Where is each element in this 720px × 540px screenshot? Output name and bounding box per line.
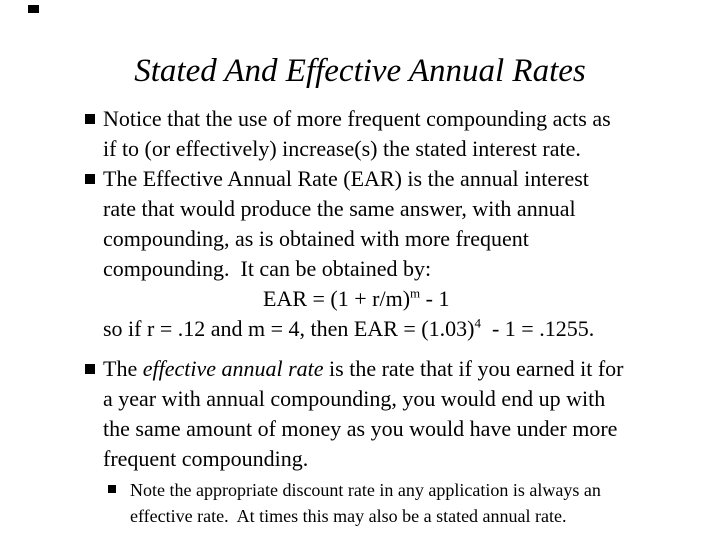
ear-formula <box>103 284 594 314</box>
sub-bullet-item <box>108 477 715 529</box>
text-line: a year with annual compounding, you would end up with <box>103 386 606 411</box>
text-line: the same amount of money as you would have under more <box>103 416 618 441</box>
segment-italic: effective annual rate <box>142 356 324 381</box>
text-line: The Effective Annual Rate (EAR) is the annual interest <box>103 166 589 191</box>
corner-artifact-mark <box>28 5 39 13</box>
formula-superscript: m <box>410 285 421 301</box>
formula-base: EAR = (1 + r/m) <box>263 286 411 311</box>
square-glyph <box>108 485 116 493</box>
bullet-3-text <box>103 354 623 474</box>
formula-tail: - 1 <box>420 286 450 311</box>
bullet-2-text <box>103 164 594 344</box>
square-glyph <box>85 364 95 374</box>
text-line: compounding, as is obtained with more frequent <box>103 226 529 251</box>
sub-bullet-text <box>130 477 601 529</box>
text-line: compounding. It can be obtained by: <box>103 256 432 281</box>
example-base: so if r = .12 and m = 4, then EAR = (1.03) <box>103 316 475 341</box>
bullet-square-icon <box>85 164 103 184</box>
segment-regular: is the rate that if you earned it for <box>323 356 624 381</box>
ear-example <box>103 314 594 344</box>
bullet-item-1 <box>85 104 715 164</box>
square-glyph <box>85 114 95 124</box>
slide-body <box>85 104 715 529</box>
text-line <box>103 354 623 384</box>
bullet-square-icon <box>108 477 130 493</box>
text-line: Note the appropriate discount rate in any application is always an <box>130 480 601 500</box>
bullet-item-2 <box>85 164 715 344</box>
segment-regular: The <box>103 356 143 381</box>
text-line: effective rate. At times this may also be a stated annual rate. <box>130 506 567 526</box>
text-line: Notice that the use of more frequent compounding acts as <box>103 106 611 131</box>
bullet-item-3 <box>85 354 715 474</box>
square-glyph <box>85 174 95 184</box>
text-line: frequent compounding. <box>103 446 309 471</box>
slide-title: Stated And Effective Annual Rates <box>134 53 586 89</box>
example-tail: - 1 = .1255. <box>480 316 595 341</box>
text-line: if to (or effectively) increase(s) the stated interest rate. <box>103 136 581 161</box>
example-superscript: 4 <box>474 315 481 331</box>
bullet-square-icon <box>85 104 103 124</box>
bullet-square-icon <box>85 354 103 374</box>
text-line: rate that would produce the same answer, with annual <box>103 196 576 221</box>
bullet-1-text <box>103 104 611 164</box>
